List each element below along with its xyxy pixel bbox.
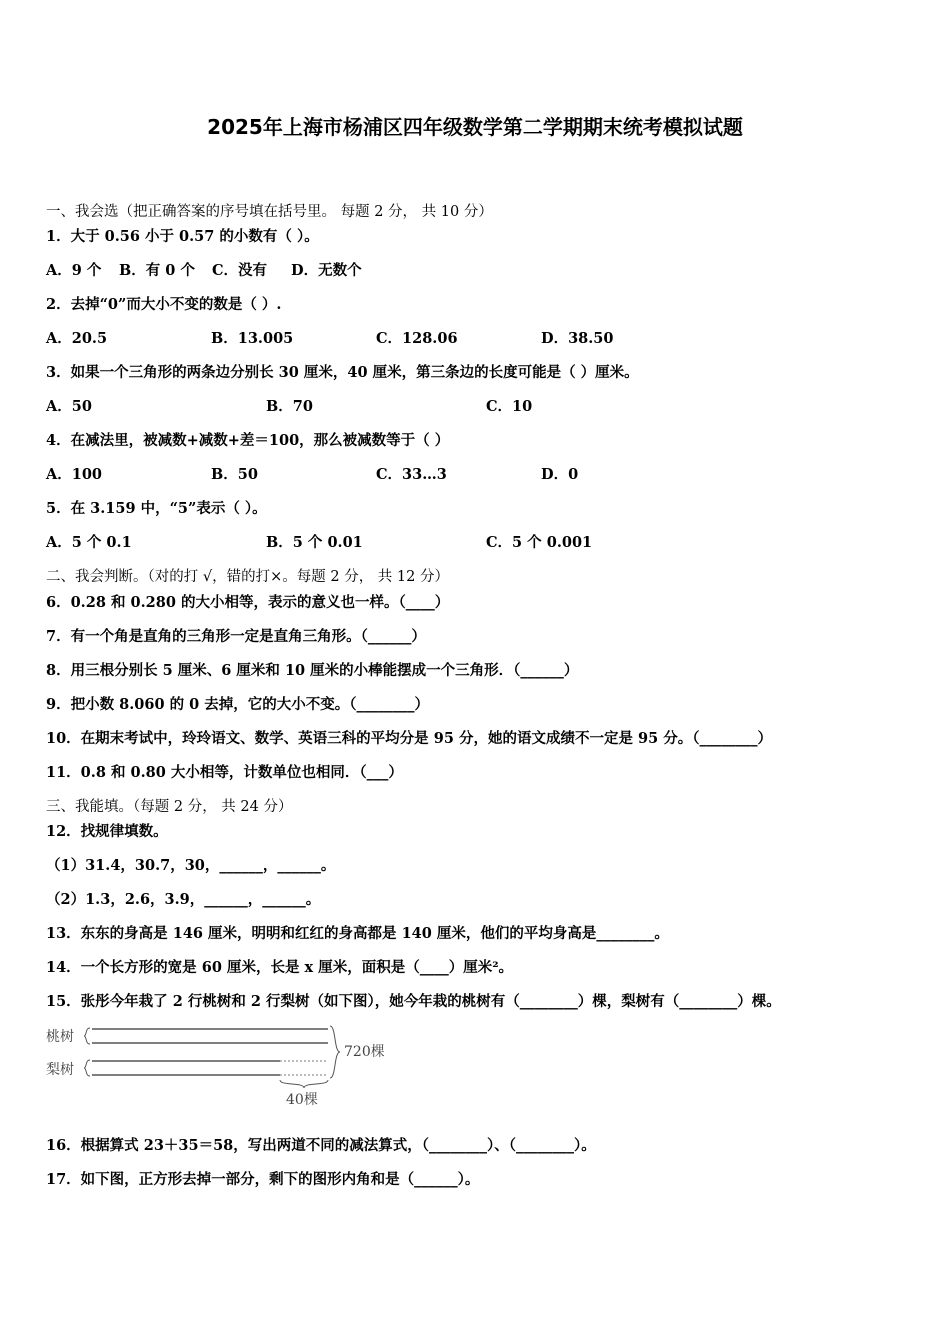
q3-option-a: A．50 bbox=[46, 398, 92, 415]
question-9: 9．把小数 8.060 的 0 去掉，它的大小不变。（________） bbox=[46, 696, 430, 713]
question-13: 13．东东的身高是 146 厘米，明明和红红的身高都是 140 厘米，他们的平均身高是________。 bbox=[46, 925, 669, 942]
section-2-heading: 二、我会判断。（对的打 √，错的打×。每题 2 分， 共 12 分） bbox=[46, 569, 449, 585]
pear-brace bbox=[84, 1060, 90, 1076]
q5-option-c: C．5 个 0.001 bbox=[486, 534, 593, 551]
q4-option-a: A．100 bbox=[46, 466, 103, 483]
question-4: 4．在减法里，被减数+减数+差＝100，那么被减数等于（ ） bbox=[46, 432, 450, 449]
q4-option-c: C．33…3 bbox=[376, 466, 447, 483]
question-1: 1．大于 0.56 小于 0.57 的小数有（ ）。 bbox=[46, 228, 319, 245]
q3-option-c: C．10 bbox=[486, 398, 533, 415]
q1-option-c: C．没有 bbox=[212, 262, 268, 279]
question-2: 2．去掉“0”而大小不变的数是（ ）. bbox=[46, 296, 282, 313]
peach-label: 桃树 bbox=[46, 1029, 74, 1045]
q4-option-b: B．50 bbox=[211, 466, 258, 483]
question-12: 12．找规律填数。 bbox=[46, 823, 168, 840]
q5-option-b: B．5 个 0.01 bbox=[266, 534, 363, 551]
question-14: 14．一个长方形的宽是 60 厘米，长是 x 厘米，面积是（____）厘米²。 bbox=[46, 959, 514, 976]
question-7: 7．有一个角是直角的三角形一定是直角三角形。（______） bbox=[46, 628, 426, 645]
peach-brace bbox=[84, 1028, 90, 1044]
total-label: 720棵 bbox=[344, 1044, 385, 1060]
q1-option-a: A．9 个 bbox=[46, 262, 102, 279]
page-title: 2025年上海市杨浦区四年级数学第二学期期末统考模拟试题 bbox=[207, 115, 743, 139]
section-3-heading: 三、我能填。（每题 2 分， 共 24 分） bbox=[46, 799, 293, 815]
q3-option-b: B．70 bbox=[266, 398, 313, 415]
question-12-part-2: （2）1.3，2.6，3.9，______，______。 bbox=[46, 891, 321, 908]
q4-option-d: D．0 bbox=[541, 466, 579, 483]
question-3: 3．如果一个三角形的两条边分别长 30 厘米，40 厘米，第三条边的长度可能是（ ）厘米。 bbox=[46, 364, 639, 381]
pear-label: 梨树 bbox=[46, 1062, 74, 1078]
q2-option-b: B．13.005 bbox=[211, 330, 294, 347]
diff-label: 40棵 bbox=[286, 1092, 318, 1108]
q1-option-d: D．无数个 bbox=[291, 262, 362, 279]
question-11: 11．0.8 和 0.80 大小相等，计数单位也相同．（___） bbox=[46, 764, 403, 781]
total-brace bbox=[330, 1026, 340, 1078]
question-5: 5．在 3.159 中，“5”表示（ ）。 bbox=[46, 500, 267, 517]
q2-option-d: D．38.50 bbox=[541, 330, 614, 347]
question-16: 16．根据算式 23＋35＝58，写出两道不同的减法算式，（________）、（________）。 bbox=[46, 1137, 596, 1154]
q2-option-a: A．20.5 bbox=[46, 330, 108, 347]
tree-diagram-svg bbox=[44, 1022, 404, 1112]
bars bbox=[92, 1029, 328, 1075]
section-1-heading: 一、我会选（把正确答案的序号填在括号里。 每题 2 分， 共 10 分） bbox=[46, 204, 493, 220]
tree-diagram bbox=[44, 1022, 404, 1112]
q2-option-c: C．128.06 bbox=[376, 330, 458, 347]
question-12-part-1: （1）31.4，30.7，30，______，______。 bbox=[46, 857, 336, 874]
question-15: 15．张彤今年栽了 2 行桃树和 2 行梨树（如下图），她今年栽的桃树有（________）棵，梨树有（________）棵。 bbox=[46, 993, 781, 1010]
brackets bbox=[84, 1026, 340, 1088]
diff-brace bbox=[280, 1080, 328, 1088]
question-8: 8．用三根分别长 5 厘米、6 厘米和 10 厘米的小棒能摆成一个三角形．（______） bbox=[46, 662, 579, 679]
dashed-extension bbox=[280, 1061, 328, 1075]
q5-option-a: A．5 个 0.1 bbox=[46, 534, 132, 551]
question-17: 17．如下图，正方形去掉一部分，剩下的图形内角和是（______）。 bbox=[46, 1171, 480, 1188]
q1-option-b: B．有 0 个 bbox=[119, 262, 195, 279]
question-10: 10．在期末考试中，玲玲语文、数学、英语三科的平均分是 95 分，她的语文成绩不一定是 95 分。（________） bbox=[46, 730, 772, 747]
question-6: 6．0.28 和 0.280 的大小相等，表示的意义也一样。（____） bbox=[46, 594, 450, 611]
